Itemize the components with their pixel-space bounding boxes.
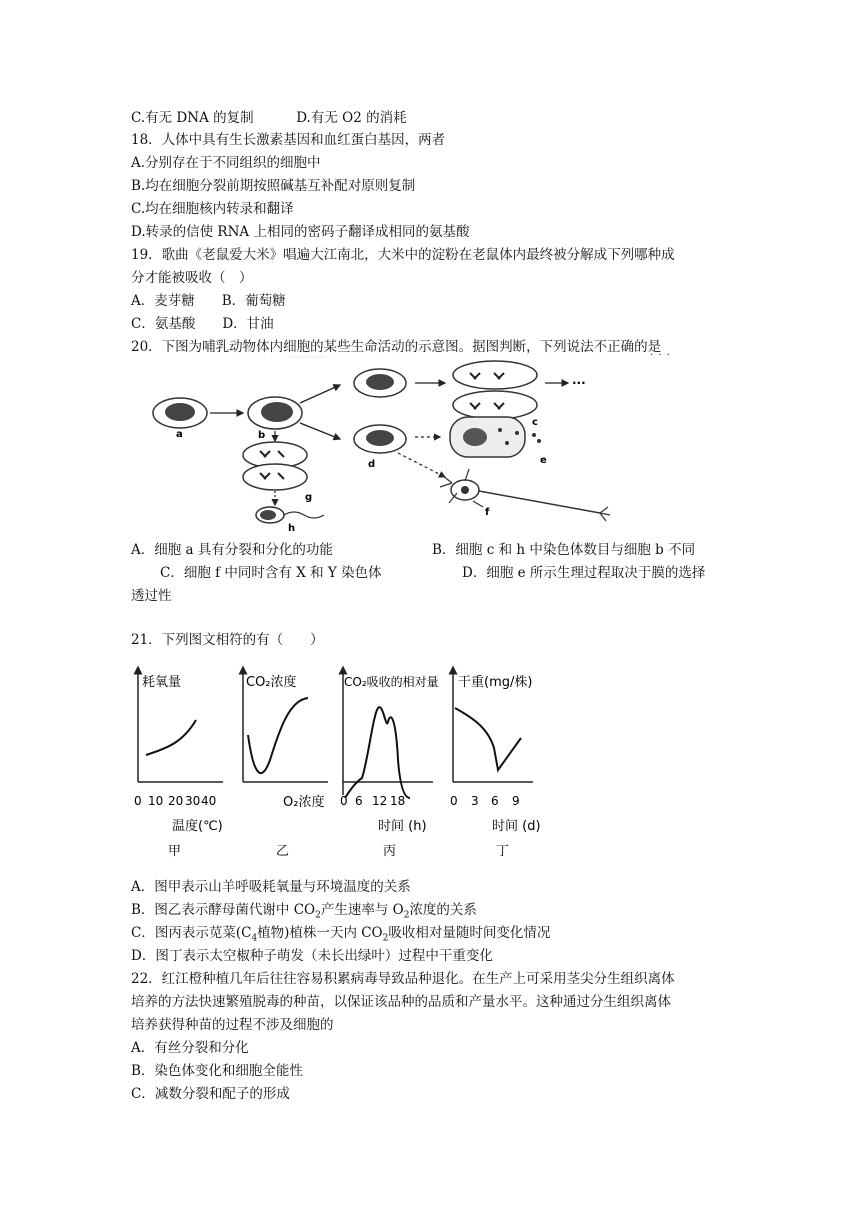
graph-bing: [340, 670, 439, 859]
question-22-cont2: 培养获得种苗的过程不涉及细胞的: [131, 1017, 334, 1033]
svg-text:40: 40: [201, 794, 217, 808]
cell-h: [256, 507, 324, 523]
graph-ding: [450, 670, 541, 859]
q20-option-b: B．细胞 c 和 h 中染色体数目与细胞 b 不同: [432, 542, 696, 558]
option-c: C.有无 DNA 的复制: [131, 110, 254, 126]
emphasis-dots: · · ·: [650, 350, 671, 361]
cell-e: [450, 417, 541, 457]
q18-option-d: D.转录的信使 RNA 上相同的密码子翻译成相同的氨基酸: [131, 224, 470, 240]
question-21: 21．下列图文相符的有（ ）: [131, 632, 324, 648]
cell-c: [453, 361, 537, 419]
svg-text:12: 12: [372, 794, 388, 808]
graph-jia-ylabel: 耗氧量: [142, 675, 182, 690]
svg-text:10: 10: [148, 794, 164, 808]
graph-jia: [134, 670, 223, 859]
label-b: b: [258, 430, 266, 441]
label-a: a: [176, 429, 183, 440]
cell-d: [354, 425, 406, 453]
graph-yi-name: 乙: [276, 844, 290, 859]
q18-option-b: B.均在细胞分裂前期按照碱基互补配对原则复制: [131, 178, 416, 194]
graph-ding-xlabel: 时间 (d): [492, 819, 541, 834]
label-f: f: [485, 507, 490, 518]
graph-ding-name: 丁: [496, 844, 510, 859]
q21-option-d: D．图丁表示太空椒种子萌发（未长出绿叶）过程中干重变化: [131, 948, 493, 964]
option-line: [131, 108, 407, 128]
cell-diagram: [140, 355, 740, 535]
cell-a: [153, 398, 207, 428]
svg-text:6: 6: [491, 794, 499, 808]
q18-option-a: A.分别存在于不同组织的细胞中: [131, 155, 321, 171]
q21-option-a: A．图甲表示山羊呼吸耗氧量与环境温度的关系: [131, 879, 411, 895]
q22-option-c: C．减数分裂和配子的形成: [131, 1086, 290, 1102]
cell-g: [243, 442, 307, 490]
graph-bing-xlabel: 时间 (h): [378, 819, 427, 834]
graph-jia-xlabel: 温度(℃): [172, 819, 223, 834]
graph-ding-ylabel: 干重(mg/株): [458, 675, 533, 690]
q20-option-c: C．细胞 f 中同时含有 X 和 Y 染色体: [160, 565, 382, 581]
cell-b: [248, 397, 302, 429]
label-e: e: [540, 455, 547, 466]
q18-option-c: C.均在细胞核内转录和翻译: [131, 201, 294, 217]
question-20: 20．下图为哺乳动物体内细胞的某些生命活动的示意图。据图判断，下列说法不正确的是: [131, 339, 662, 355]
q20-option-d: D．细胞 e 所示生理过程取决于膜的选择: [462, 565, 706, 581]
label-h: h: [288, 523, 296, 534]
svg-text:30: 30: [185, 794, 201, 808]
graph-jia-name: 甲: [168, 844, 182, 859]
question-18: 18．人体中具有生长激素基因和血红蛋白基因，两者: [131, 132, 446, 148]
svg-text:6: 6: [355, 794, 363, 808]
q22-option-b: B．染色体变化和细胞全能性: [131, 1063, 303, 1079]
graph-yi-xlabel: O₂浓度: [283, 795, 325, 810]
graph-bing-ylabel: CO₂吸收的相对量: [344, 675, 439, 689]
question-19-cont: 分才能被吸收（ ）: [131, 270, 253, 286]
graph-yi: [243, 670, 328, 859]
svg-text:9: 9: [512, 794, 520, 808]
q19-options-ab: A．麦芽糖 B．葡萄糖: [131, 293, 286, 309]
svg-text:20: 20: [168, 794, 184, 808]
q19-options-cd: C．氨基酸 D．甘油: [131, 316, 274, 332]
graph-yi-ylabel: CO₂浓度: [246, 675, 297, 690]
q20-option-a: A．细胞 a 具有分裂和分化的功能: [131, 542, 333, 558]
svg-text:0: 0: [340, 794, 348, 808]
option-d: D.有无 O2 的消耗: [296, 110, 407, 126]
question-22: 22．红江橙种植几年后往往容易积累病毒导致品种退化。在生产上可采用茎尖分生组织离体: [131, 971, 675, 987]
svg-text:0: 0: [450, 794, 458, 808]
graphs-panel: [128, 660, 548, 860]
cell-f: [440, 469, 610, 521]
q20-option-d-cont: 透过性: [131, 588, 172, 604]
q22-option-a: A．有丝分裂和分化: [131, 1040, 249, 1056]
svg-text:3: 3: [471, 794, 479, 808]
graph-bing-name: 丙: [383, 844, 397, 859]
label-c: c: [532, 417, 538, 428]
question-19: 19．歌曲《老鼠爱大米》唱遍大江南北，大米中的淀粉在老鼠体内最终被分解成下列哪种成: [131, 247, 675, 263]
label-d: d: [368, 459, 376, 470]
q21-option-b: B．图乙表示酵母菌代谢中 $CO_2$产生速率与 $O_2$浓度的关系: [131, 902, 477, 921]
svg-text:···: ···: [572, 376, 586, 390]
q21-option-c: C．图丙表示苋菜($C_4$植物)植株一天内 $CO_2$吸收相对量随时间变化情况: [131, 925, 551, 944]
svg-text:0: 0: [134, 794, 142, 808]
question-22-cont: 培养的方法快速繁殖脱毒的种苗，以保证该品种的品质和产量水平。这种通过分生组织离体: [131, 994, 671, 1010]
svg-text:18: 18: [390, 794, 406, 808]
label-g: g: [305, 492, 313, 503]
